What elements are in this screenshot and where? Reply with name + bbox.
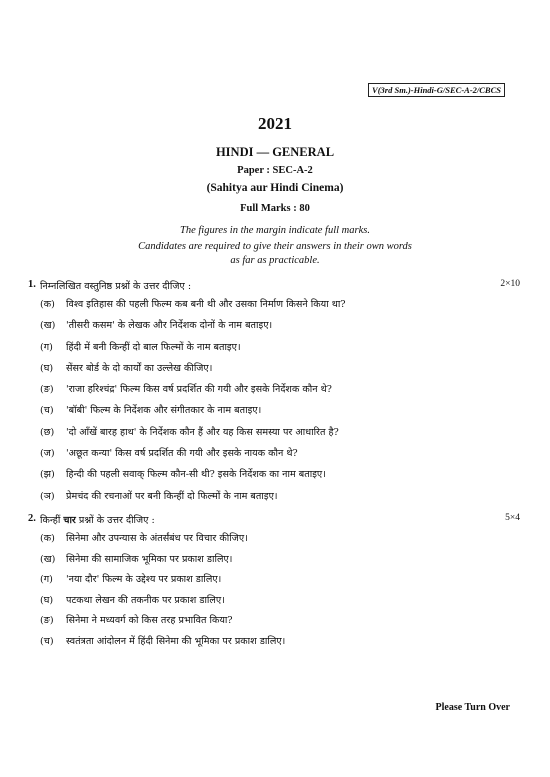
question-1-header: [28, 279, 520, 297]
list-item: [28, 403, 520, 424]
item-label: (ञ): [40, 490, 55, 502]
list-item: [28, 382, 520, 403]
item-text: 'अछूत कन्या' किस वर्ष प्रदर्शित की गयी और इसके नायक कौन थे?: [66, 448, 298, 460]
question-text-post: प्रश्नों के उत्तर दीजिए :: [75, 515, 155, 526]
item-text: पटकथा लेखन की तकनीक पर प्रकाश डालिए।: [66, 594, 225, 606]
item-text: सिनेमा ने मध्यवर्ग को किस तरह प्रभावित किया?: [66, 615, 233, 626]
question-1: [28, 279, 520, 510]
list-item: [28, 446, 520, 467]
item-label: (झ): [40, 469, 55, 481]
page-turn-note: Please Turn Over: [435, 702, 510, 713]
item-label: (क): [40, 533, 55, 544]
item-label: (ङ): [40, 384, 54, 396]
item-label: (क): [40, 299, 55, 310]
item-label: (ख): [40, 320, 56, 332]
item-text: 'तीसरी कसम' के लेखक और निर्देशक दोनों के नाम बताइए।: [66, 320, 273, 332]
item-label: (ग): [40, 574, 53, 585]
item-text: हिन्दी की पहली सवाक् फिल्म कौन-सी थी? इसके निर्देशक का नाम बताइए।: [66, 469, 326, 481]
question-text: [40, 513, 155, 526]
item-label: (च): [40, 635, 54, 647]
item-text: स्वतंत्रता आंदोलन में हिंदी सिनेमा की भूमिका पर प्रकाश डालिए।: [66, 635, 286, 647]
item-label: (घ): [40, 362, 54, 374]
instruction-line-3: as far as practicable.: [230, 255, 320, 266]
item-label: (ङ): [40, 615, 54, 626]
question-text-emphasis: चार: [63, 515, 76, 526]
question-2: [28, 513, 520, 654]
paper-subtitle: (Sahitya aur Hindi Cinema): [206, 182, 344, 194]
subject-title: HINDI — GENERAL: [215, 145, 335, 159]
question-marks: 5×4: [505, 513, 520, 523]
question-marks: 2×10: [500, 279, 520, 289]
item-text: प्रेमचंद की रचनाओं पर बनी किन्हीं दो फिल्मों के नाम बताइए।: [66, 490, 278, 502]
item-text: 'राजा हरिश्चंद्र' फिल्म किस वर्ष प्रदर्शित की गयी और इसके निर्देशक कौन थे?: [66, 384, 332, 396]
question-number: 2.: [28, 513, 36, 524]
item-text: हिंदी में बनी किन्हीं दो बाल फिल्मों के नाम बताइए।: [66, 341, 241, 353]
list-item: [28, 572, 520, 593]
instruction-line-1: The figures in the margin indicate full marks.: [180, 225, 370, 236]
question-2-items: [28, 531, 520, 654]
instruction-line-2: Candidates are required to give their answers in their own words: [138, 241, 412, 252]
full-marks: Full Marks : 80: [240, 203, 310, 214]
item-label: (ख): [40, 553, 56, 565]
list-item: [28, 361, 520, 382]
question-2-header: [28, 513, 520, 531]
list-item: [28, 425, 520, 446]
item-text: 'बॉबी' फिल्म के निर्देशक और संगीतकार के नाम बताइए।: [66, 405, 262, 417]
question-1-items: [28, 297, 520, 510]
item-label: (च): [40, 405, 54, 417]
list-item: [28, 531, 520, 552]
item-label: (घ): [40, 594, 54, 606]
item-text: सिनेमा और उपन्यास के अंतर्संबंध पर विचार कीजिए।: [66, 533, 248, 544]
list-item: [28, 593, 520, 614]
list-item: [28, 613, 520, 634]
item-label: (छ): [40, 426, 55, 438]
question-text: निम्नलिखित वस्तुनिष्ठ प्रश्नों के उत्तर दीजिए :: [40, 281, 192, 292]
list-item: [28, 297, 520, 318]
list-item: [28, 634, 520, 655]
item-label: (ग): [40, 341, 53, 353]
question-number: 1.: [28, 279, 36, 290]
item-text: विश्व इतिहास की पहली फिल्म कब बनी थी और उसका निर्माण किसने किया था?: [66, 299, 346, 310]
item-text: 'दो आँखें बारह हाथ' के निर्देशक कौन हैं और यह किस समस्या पर आधारित है?: [66, 426, 339, 438]
list-item: [28, 489, 520, 510]
item-text: 'नया दौर' फिल्म के उद्देश्य पर प्रकाश डालिए।: [66, 574, 222, 585]
list-item: [28, 552, 520, 573]
item-text: सेंसर बोर्ड के दो कार्यों का उल्लेख कीजिए।: [66, 362, 213, 374]
item-text: सिनेमा की सामाजिक भूमिका पर प्रकाश डालिए।: [66, 553, 233, 565]
question-text-pre: किन्हीं: [40, 515, 64, 526]
exam-year: 2021: [258, 114, 292, 133]
item-label: (ज): [40, 448, 55, 460]
list-item: [28, 340, 520, 361]
paper-name: Paper : SEC-A-2: [237, 165, 313, 176]
paper-code: V(3rd Sm.)-Hindi-G/SEC-A-2/CBCS: [368, 83, 505, 97]
instructions-block: [0, 240, 550, 268]
list-item: [28, 467, 520, 488]
list-item: [28, 318, 520, 339]
